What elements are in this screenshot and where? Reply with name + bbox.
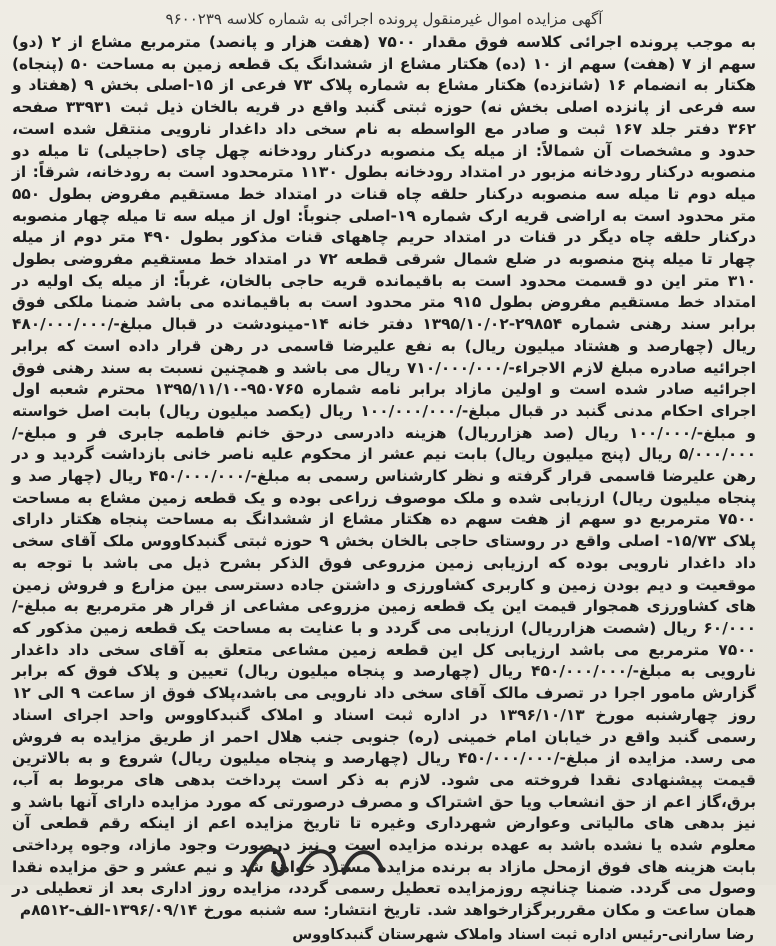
- notice-title: آگهی مزایده اموال غیرمنقول پرونده اجرائی به شماره کلاسه ۹۶۰۰۲۳۹: [165, 10, 603, 28]
- notice-body: [12, 32, 756, 922]
- handwritten-mark-icon: [240, 835, 390, 883]
- notice-signature: رضا سارانی-رئیس اداره ثبت اسناد واملاک شهرستان گنبدکاووس: [292, 926, 754, 943]
- notice-body-text: به موجب پرونده اجرائی کلاسه فوق مقدار ۷۵۰۰ (هفت هزار و پانصد) مترمربع مشاع از ۲ (دو) سهم از ۷ (هفت) سهم از ۱۰ (ده) هکتار مشاع از ششدانگ یک قطعه زمین به مساحت ۵۰ (پنجاه) هکتار به انضمام ۱۶ (شانزده) هکتار مشاع به شماره پلاک ۷۳ فرعی از ۱۵-اصلی بخش ۹ (هفتاد و سه فرعی از پانزده اصلی بخش نه) حوزه ثبتی گنبد واقع در قریه بالخان ذیل ثبت ۳۳۹۳۱ صفحه ۳۶۲ دفتر جلد ۱۶۷ ثبت و صادر مع الواسطه به نام سخی داد داغدار نارویی منتقل شده است، حدود و مشخصات آن شمالاً: از میله یک منصوبه درکنار رودخانه چهل چای (حاجیلی) تا میله دو منصوبه درکنار رودخانه مزبور در امتداد رودخانه بطول ۱۱۳۰ مترمحدود است به رودخانه، شرقاً: از میله دوم تا میله سه منصوبه درکنار حلقه چاه قنات در امتداد خط مستقیم مفروض بطول ۵۵۰ متر محدود است به اراضی قریه ارک شماره ۱۹-اصلی جنوباً: اول از میله سه تا میله چهار منصوبه درکنار حلقه چاه دیگر در قنات در امتداد حریم چاههای قنات مذکور بطول ۴۹۰ متر دوم از میله چهار تا میله پنج منصوبه در ضلع شمال شرقی قطعه ۷۲ در امتداد خط مستقیم مفروضی بطول ۳۱۰ متر این دو قسمت محدود است به باقیمانده قریه حاجی بالخان، غرباً: از میله یک اولیه در امتداد خط مستقیم مفروض بطول ۹۱۵ متر محدود است به باقیمانده می باشد ضمنا ملکی فوق برابر سند رهنی شماره ۲۹۸۵۴-۱۳۹۵/۱۰/۰۲ دفتر خانه ۱۴-مینودشت در قبال مبلغ-/۴۸۰/۰۰۰/۰۰۰ ریال (چهارصد و هشتاد میلیون ریال) به نفع علیرضا قاسمی در رهن قرار داده است که برابر اجرائیه صادره مبلغ لازم الاجراء-/۷۱۰/۰۰۰/۰۰۰ ریال می باشد و همچنین نسبت به سند رهنی فوق اجرائیه صادر شده است و اولین مازاد برابر نامه شماره ۹۵۰۷۶۵-۱۳۹۵/۱۱/۱۰ محترم شعبه اول اجرای احکام مدنی گنبد در قبال مبلغ-/۱۰۰/۰۰۰/۰۰۰ ریال (یکصد میلیون ریال) بابت اصل خواسته و مبلغ-/۱۰۰/۰۰۰ ریال (صد هزارریال) هزینه دادرسی درحق خانم فاطمه جابری فر و مبلغ-/۵/۰۰۰/۰۰۰ ریال (پنج میلیون ریال) بابت نیم عشر از محکوم علیه ناصر خانی بازداشت گردید و در رهن علیرضا قاسمی قرار گرفته و نظر کارشناس رسمی به مبلغ-/۴۵۰/۰۰۰/۰۰۰ ریال (چهار صد و پنجاه میلیون ریال) ارزیابی شده و ملک موصوف زراعی بوده و یک قطعه زمین مشاع به مساحت ۷۵۰۰ مترمربع دو سهم از هفت سهم ده هکتار مشاع از ششدانگ به مساحت پنجاه هکتار دارای پلاک ۱۵/۷۳- اصلی واقع در روستای حاجی بالخان بخش ۹ حوزه ثبتی گنبدکاووس ملک آقای سخی داد داغدار نارویی بوده که ارزیابی زمین مزروعی فوق الذکر بشرح ذیل می باشد با توجه به موقعیت و دیم بودن زمین و کاربری کشاورزی و داشتن جاده دسترسی بین مزارع و فروش زمین های کشاورزی همجوار قیمت این یک قطعه زمین مزروعی مشاعی از قرار هر مترمربع به مبلغ-/۶۰/۰۰۰ ریال (شصت هزارریال) ارزیابی می گردد و با عنایت به مساحت یک قطعه زمین مذکور که ۷۵۰۰ مترمربع می باشد ارزیابی کل این قطعه زمین مشاعی متعلق به آقای سخی داد داغدار نارویی به مبلغ-/۴۵۰/۰۰۰/۰۰۰ ریال (چهارصد و پنجاه میلیون ریال) تعیین و پلاک فوق که برابر گزارش مامور اجرا در تصرف مالک آقای سخی داد نارویی می باشد،پلاک فوق از ساعت ۹ الی ۱۲ روز چهارشنبه مورخ ۱۳۹۶/۱۰/۱۳ در اداره ثبت اسناد و املاک گنبدکاووس واحد اجرای اسناد رسمی گنبد واقع در خیابان امام خمینی (ره) جنوبی جنب هلال احمر از طریق مزایده به فروش می رسد. مزایده از مبلغ-/۴۵۰/۰۰۰/۰۰۰ ریال (چهارصد و پنجاه میلیون ریال) شروع و به بالاترین قیمت پیشنهادی نقدا فروخته می شود. لازم به ذکر است پرداخت بدهی های مربوط به آب، برق،گاز اعم از حق انشعاب ویا حق اشتراک و مصرف درصورتی که مورد مزایده دارای آنها باشد و نیز بدهی های مالیاتی وعوارض شهرداری وغیره تا تاریخ مزایده اعم از اینکه رقم قطعی آن معلوم شده یا نشده باشد به عهده برنده مزایده است و نیز درصورت وجود مازاد، وجوه پرداختی بابت هزینه های فوق ازمحل مازاد به برنده مزایده مسترد خواهد شد و نیم عشر و حق مزایده نقدا وصول می گردد. ضمنا چنانچه روزمزایده تعطیل رسمی گردد، مزایده روز اداری بعد از تعطیلی در همان ساعت و مکان مقرربرگزارخواهد شد. تاریخ انتشار: سه شنبه مورخ ۱۳۹۶/۰۹/۱۴-الف-۸۵۱۲م: [12, 33, 757, 920]
